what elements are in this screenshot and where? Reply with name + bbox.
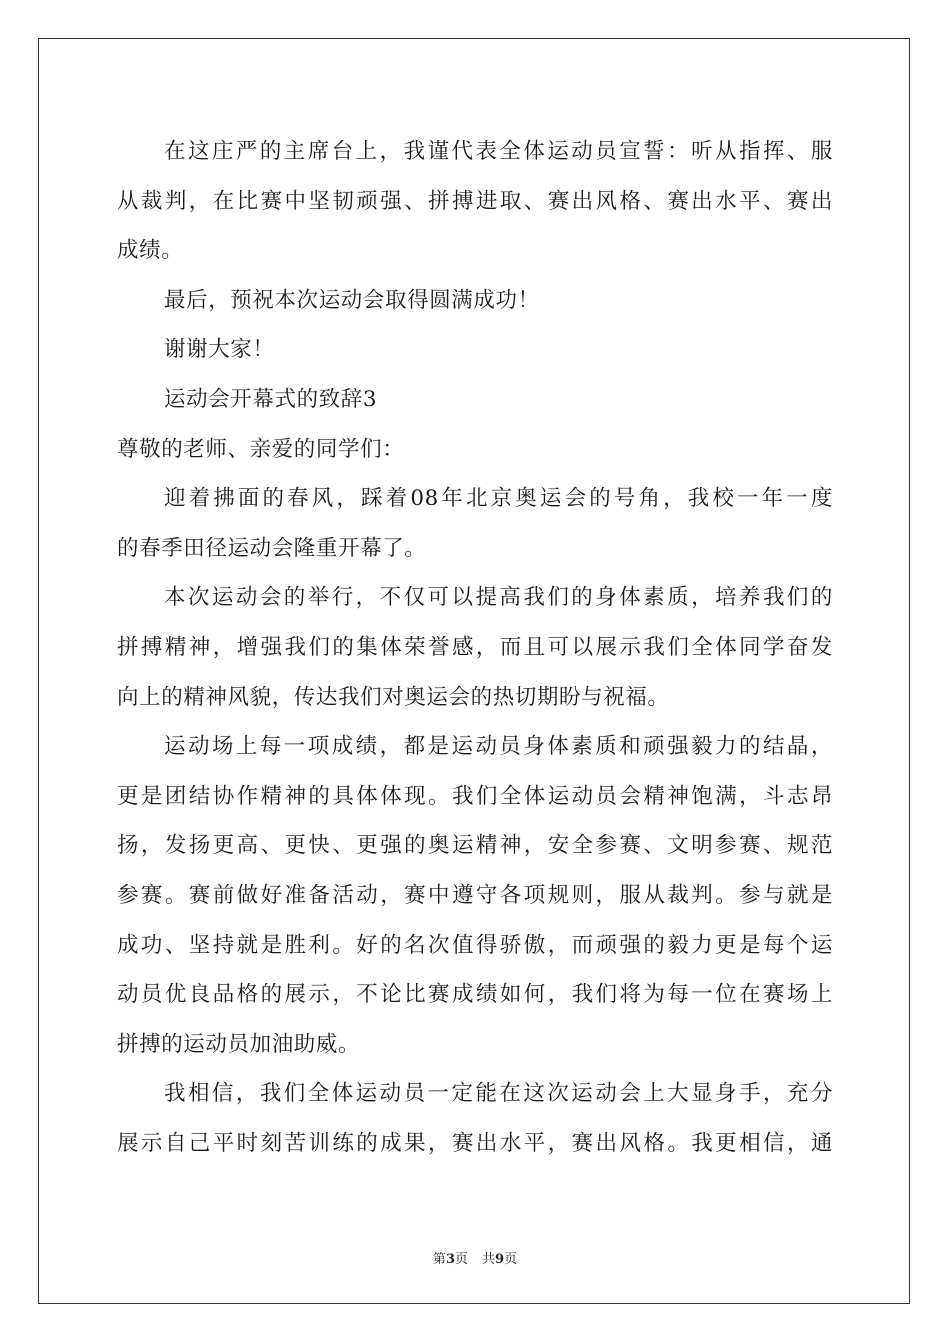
paragraph-line: 本次运动会的举行，不仅可以提高我们的身体素质，培养我们的 xyxy=(164,585,833,611)
total-suffix: 页 xyxy=(504,1252,518,1267)
current-page-number: 3 xyxy=(445,1252,455,1267)
section-heading: 运动会开幕式的致辞3 xyxy=(164,386,378,412)
paragraph-line: 动员优良品格的展示，不论比赛成绩如何，我们将为每一位在赛场上 xyxy=(117,982,833,1008)
paragraph-line: 展示自己平时刻苦训练的成果，赛出水平，赛出风格。我更相信，通 xyxy=(117,1130,833,1156)
paragraph-line: 迎着拂面的春风，踩着08年北京奥运会的号角，我校一年一度 xyxy=(164,486,833,512)
page-prefix: 第 xyxy=(432,1252,446,1267)
paragraph-line: 扬，发扬更高、更快、更强的奥运精神，安全参赛、文明参赛、规范 xyxy=(117,833,833,859)
paragraph-line: 的春季田径运动会隆重开幕了。 xyxy=(117,535,427,561)
page-suffix: 页 xyxy=(454,1252,468,1267)
document-body xyxy=(117,127,833,1168)
salutation-line: 尊敬的老师、亲爱的同学们： xyxy=(117,436,405,462)
paragraph-line: 拼搏精神，增强我们的集体荣誉感，而且可以展示我们全体同学奋发 xyxy=(117,634,833,660)
paragraph-line: 运动场上每一项成绩，都是运动员身体素质和顽强毅力的结晶， xyxy=(164,734,833,760)
page-number-label xyxy=(433,1252,468,1267)
paragraph-line: 成绩。 xyxy=(117,238,184,264)
paragraph-line: 谢谢大家！ xyxy=(164,337,275,363)
total-prefix: 共 xyxy=(482,1252,496,1267)
paragraph-line: 向上的精神风貌，传达我们对奥运会的热切期盼与祝福。 xyxy=(117,684,670,710)
paragraph-line: 拼搏的运动员加油助威。 xyxy=(117,1031,361,1057)
total-pages-label xyxy=(482,1252,517,1267)
paragraph-line: 最后，预祝本次运动会取得圆满成功！ xyxy=(164,287,540,313)
page-footer xyxy=(0,1248,950,1267)
total-page-count: 9 xyxy=(495,1252,505,1267)
paragraph-line: 我相信，我们全体运动员一定能在这次运动会上大显身手，充分 xyxy=(164,1081,833,1107)
paragraph-line: 从裁判，在比赛中坚韧顽强、拼搏进取、赛出风格、赛出水平、赛出 xyxy=(117,188,833,214)
paragraph-line: 参赛。赛前做好准备活动，赛中遵守各项规则，服从裁判。参与就是 xyxy=(117,882,833,908)
paragraph-line: 更是团结协作精神的具体体现。我们全体运动员会精神饱满，斗志昂 xyxy=(117,783,833,809)
paragraph-line: 成功、坚持就是胜利。好的名次值得骄傲，而顽强的毅力更是每个运 xyxy=(117,932,833,958)
paragraph-line: 在这庄严的主席台上，我谨代表全体运动员宣誓：听从指挥、服 xyxy=(164,139,833,164)
